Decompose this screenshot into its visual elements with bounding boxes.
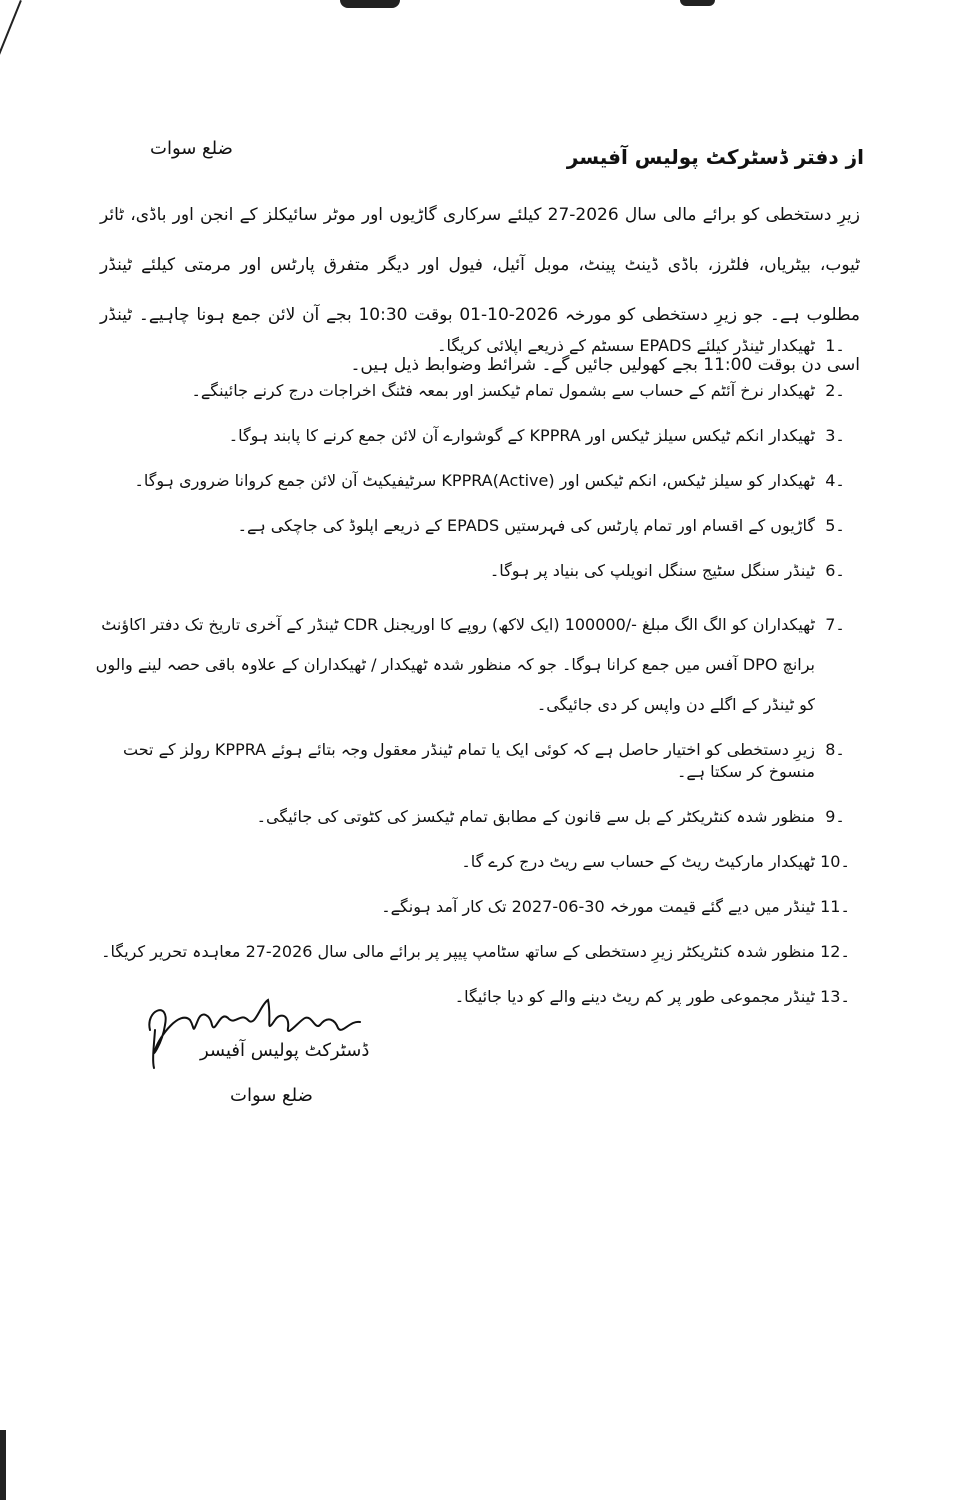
list-item (95, 425, 845, 447)
item-text: منظور شدہ کنٹریکٹر کے بل سے قانون کے مطابق تمام ٹیکسز کی کٹوتی کی جائیگی۔ (256, 807, 815, 826)
item-number: 11۔ (820, 897, 850, 916)
district-header: ضلع سوات (150, 138, 233, 159)
item-number: 1۔ (825, 336, 845, 355)
item-number: 3۔ (825, 426, 845, 445)
item-text: منظور شدہ کنٹریکٹر زیرِ دستخطی کے ساتھ سٹامپ پیپر پر برائے مالی سال 2026-27 معاہدہ تحریر کریگا۔ (101, 942, 815, 961)
top-mark (340, 0, 400, 8)
item-text: ٹینڈر میں دیے گئے قیمت مورخہ 30-06-2027 تک کار آمد ہونگے۔ (381, 897, 815, 916)
item-text: زیرِ دستخطی کو اختیار حاصل ہے کہ کوئی ایک یا تمام ٹینڈر معقول وجہ بتائے ہوئے KPPRA رولز کے تحت منسوخ کر سکتا ہے۔ (123, 740, 815, 781)
item-number: 6۔ (825, 561, 845, 580)
item-number: 5۔ (825, 516, 845, 535)
list-item (95, 335, 845, 357)
item-text: ٹھیکدار مارکیٹ ریٹ کے حساب سے ریٹ درج کرے گا۔ (461, 852, 815, 871)
item-number: 12۔ (820, 942, 850, 961)
list-item (95, 806, 845, 828)
item-text: ٹینڈر مجموعی طور پر کم ریٹ دینے والے کو دیا جائیگا۔ (454, 987, 815, 1006)
item-number: 13۔ (820, 987, 850, 1006)
signatory-title: ڈسٹرکٹ پولیس آفیسر (200, 1040, 370, 1061)
item-number: 8۔ (825, 740, 845, 759)
list-item (95, 560, 845, 582)
item-number: 10۔ (820, 852, 850, 871)
item-text: ٹینڈر سنگل سٹیج سنگل انویلپ کی بنیاد پر ہوگا۔ (489, 561, 815, 580)
list-item (95, 941, 850, 963)
item-number: 7۔ (825, 615, 845, 634)
list-item (95, 851, 850, 873)
edge-mark (0, 1430, 6, 1500)
intro-paragraph: زیرِ دستخطی کو برائے مالی سال 2026-27 کیلئے سرکاری گاڑیوں اور موٹر سائیکلز کے انجن اور باڈی، ٹائر ٹیوب، بیٹریاں، فلٹرز، باڈی ڈینٹ پینٹ، موبل آئیل، فیول اور دیگر متفرق پارٹس اور مرمتی کیلئے ٹینڈر مطلوب ہے۔ جو زیرِ دستخطی کو مورخہ 2026-10-01 بوقت 10:30 بجے آن لائن جمع ہونا چاہیے۔ ٹینڈر اسی دن بوقت 11:00 بجے کھولیں جائیں گے۔ شرائط وضوابط ذیل ہیں۔ (100, 205, 861, 375)
item-text: گاڑیوں کے اقسام اور تمام پارٹس کی فہرستیں EPADS کے ذریعے اپلوڈ کی جاچکی ہے۔ (237, 516, 815, 535)
item-number: 4۔ (825, 471, 845, 490)
item-text: ٹھیکدار کو سیلز ٹیکس، انکم ٹیکس اور (Active)KPPRA سرٹیفیکیٹ آن لائن جمع کروانا ضروری ہوگا۔ (134, 471, 815, 490)
list-item (95, 896, 850, 918)
top-mark-2 (680, 0, 715, 6)
item-text: ٹھیکدار انکم ٹیکس سیلز ٹیکس اور KPPRA کے گوشوارے آن لائن جمع کرنے کا پابند ہوگا۔ (228, 426, 815, 445)
item-number: 2۔ (825, 381, 845, 400)
item-text: ٹھیکدار ٹینڈر کیلئے EPADS سسٹم کے ذریعے اپلائی کریگا۔ (437, 336, 815, 355)
item-text: ٹھیکداران کو الگ الگ مبلغ -/100000 (ایک لاکھ) روپے کا اوریجنل CDR ٹینڈر کے آخری تاریخ تک دفتر اکاؤنٹ برانچ DPO آفس میں جمع کرانا ہوگا۔ جو کہ منظور شدہ ٹھیکدار / ٹھیکداران کے علاوہ باقی حصہ لینے والوں کو ٹینڈر کے اگلے دن واپس کر دی جائیگی۔ (95, 615, 815, 714)
list-item (95, 470, 845, 492)
fold-line (0, 0, 22, 191)
signatory-district: ضلع سوات (230, 1085, 313, 1106)
item-number: 9۔ (825, 807, 845, 826)
office-header: از دفتر ڈسٹرکٹ پولیس آفیسر (566, 145, 864, 169)
item-text: ٹھیکدار نرخ آئٹم کے حساب سے بشمول تمام ٹیکسز اور بمعہ فٹنگ اخراجات درج کرنے جائینگے۔ (191, 381, 815, 400)
list-item (95, 739, 845, 783)
list-item (95, 380, 845, 402)
list-item (95, 605, 845, 725)
conditions-list (95, 335, 850, 1008)
list-item (95, 515, 845, 537)
